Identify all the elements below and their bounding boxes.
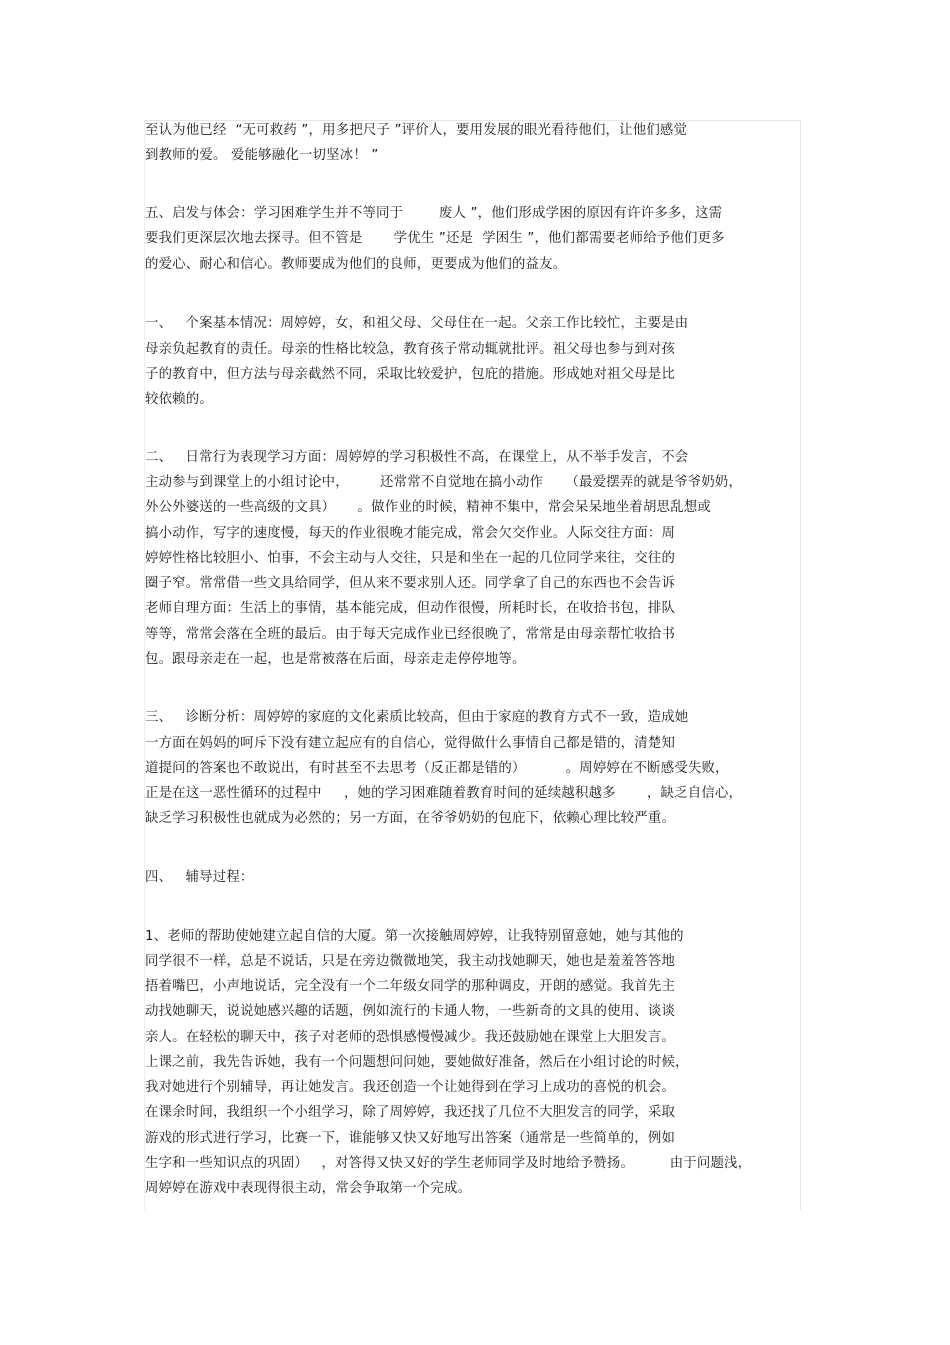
- text-line: 缺乏学习积极性也就成为必然的；另一方面，在爷爷奶奶的包庇下，依赖心理比较严重。: [145, 811, 676, 826]
- text-line: 1、老师的帮助使她建立起自信的大厦。第一次接触周婷婷，让我特别留意她，她与其他的: [145, 929, 684, 944]
- text-line: 至认为他已经 “无可救药 ”，用多把尺子 ”评价人，要用发展的眼光看待他们，让他们感觉: [145, 123, 688, 138]
- text-line: 到教师的爱。 爱能够融化一切坚冰！ ”: [145, 148, 379, 163]
- section-heading: 四、 辅导过程：: [145, 870, 254, 885]
- text-line: 主动参与到课堂上的小组讨论中， 还常常不自觉地在搞小动作 （最爱摆弄的就是爷爷奶奶，: [145, 475, 743, 490]
- text-line: 三、 诊断分析：周婷婷的家庭的文化素质比较高，但由于家庭的教育方式不一致，造成她: [145, 710, 689, 725]
- text-line: 的爱心、耐心和信心。教师要成为他们的良师，更要成为他们的益友。: [145, 257, 567, 272]
- text-line: 动找她聊天，说说她感兴趣的话题，例如流行的卡通人物，一些新奇的文具的使用、谈谈: [145, 1004, 676, 1019]
- text-line: 在课余时间，我组织一个小组学习，除了周婷婷，我还找了几位不大胆发言的同学，采取: [145, 1105, 676, 1120]
- text-line: 道提问的答案也不敢说出，有时甚至不去思考（反正都是错的） 。周婷婷在不断感受失败，: [145, 761, 729, 776]
- text-line: 老师自理方面：生活上的事情，基本能完成，但动作很慢，所耗时长，在收拾书包，排队: [145, 601, 676, 616]
- text-line: 外公外婆送的一些高级的文具） 。做作业的时候，精神不集中，常会呆呆地坐着胡思乱想或: [145, 500, 711, 515]
- text-line: 周婷婷在游戏中表现得很主动，常会争取第一个完成。: [145, 1181, 472, 1196]
- text-line: 二、 日常行为表现学习方面：周婷婷的学习积极性不高，在课堂上，从不举手发言，不会: [145, 450, 689, 465]
- text-line: 亲人。在轻松的聊天中，孩子对老师的恐惧感慢慢减少。我还鼓励她在课堂上大胆发言。: [145, 1030, 676, 1045]
- text-line: 包。跟母亲走在一起，也是常被落在后面，母亲走走停停地等。: [145, 652, 526, 667]
- text-line: 游戏的形式进行学习，比赛一下，谁能够又快又好地写出答案（通常是一些简单的，例如: [145, 1131, 676, 1146]
- text-line: 五、启发与体会：学习困难学生并不等同于 废人 ”，他们形成学困的原因有许许多多，这需: [145, 206, 723, 221]
- text-line: 较依赖的。: [145, 392, 213, 407]
- text-line: 正是在这一恶性循环的过程中 ，她的学习困难随着教育时间的延续越积越多 ，缺乏自信心，: [145, 786, 743, 801]
- text-line: 同学很不一样，总是不说话，只是在旁边微微地笑，我主动找她聊天，她也是羞羞答答地: [145, 954, 676, 969]
- text-line: 子的教育中，但方法与母亲截然不同，采取比较爱护，包庇的措施。形成她对祖父母是比: [145, 367, 676, 382]
- text-line: 一、 个案基本情况：周婷婷，女，和祖父母、父母住在一起。父亲工作比较忙，主要是由: [145, 316, 689, 331]
- text-line: 等等，常常会落在全班的最后。由于每天完成作业已经很晚了，常常是由母亲帮忙收拾书: [145, 627, 676, 642]
- text-line: 一方面在妈妈的呵斥下没有建立起应有的自信心，觉得做什么事情自己都是错的，清楚知: [145, 736, 676, 751]
- text-line: 要我们更深层次地去探寻。但不管是 学优生 ”还是 学困生 ”，他们都需要老师给予他们更多: [145, 231, 725, 246]
- text-line: 母亲负起教育的责任。母亲的性格比较急，教育孩子常动辄就批评。祖父母也参与到对孩: [145, 342, 676, 357]
- text-line: 我对她进行个别辅导，再让她发言。我还创造一个让她得到在学习上成功的喜悦的机会。: [145, 1080, 676, 1095]
- text-line: 生字和一些知识点的巩固） ，对答得又快又好的学生老师同学及时地给予赞扬。 由于问题浅，: [145, 1156, 752, 1171]
- text-line: 圈子窄。常常借一些文具给同学，但从来不要求别人还。同学拿了自己的东西也不会告诉: [145, 576, 676, 591]
- text-line: 上课之前，我先告诉她，我有一个问题想问问她，要她做好准备，然后在小组讨论的时候，: [145, 1055, 689, 1070]
- text-line: 捂着嘴巴，小声地说话，完全没有一个二年级女同学的那种调皮，开朗的感觉。我首先主: [145, 979, 676, 994]
- text-line: 婷婷性格比较胆小、怕事，不会主动与人交往，只是和坐在一起的几位同学来往，交往的: [145, 551, 676, 566]
- text-line: 搞小动作，写字的速度慢，每天的作业很晚才能完成，常会欠交作业。人际交往方面：周: [145, 526, 676, 541]
